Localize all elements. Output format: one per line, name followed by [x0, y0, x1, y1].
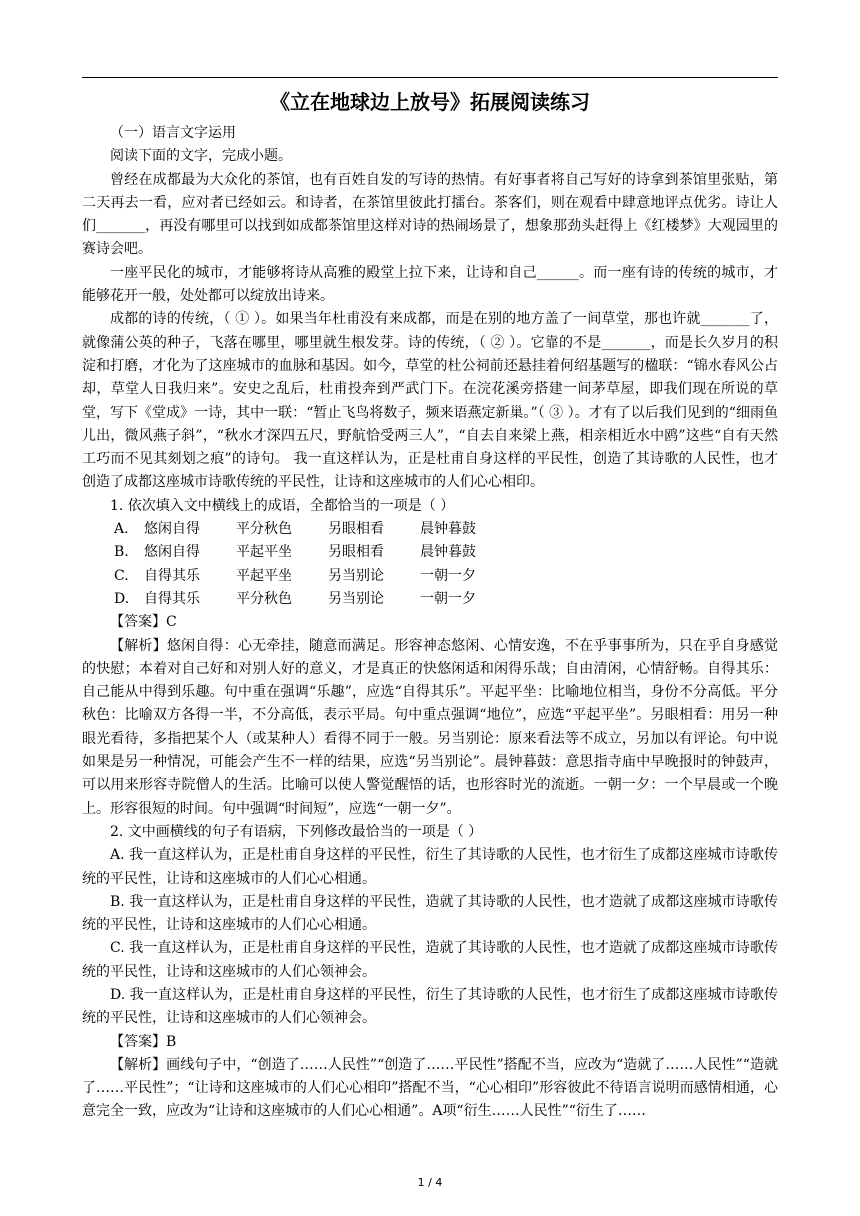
passage-paragraph: 成都的诗的传统，（ ① ）。如果当年杜甫没有来成都，而是在别的地方盖了一间草堂，那也许就_______了，就像蒲公英的种子，飞落在哪里，哪里就生根发芽。诗的传统，（ ② ）。它靠的不是_______，而是长久岁月的积淀和打磨，才化为了这座城市的血脉和基因。如今，草堂的杜公祠前还悬挂着何绍基题写的楹联：“锦水春风公占却，草堂人日我归来”。安史之乱后，杜甫投奔到严武门下。在浣花溪旁搭建一间茅草屋，即我们现在所说的草堂，写下《堂成》一诗，其中一联：“暂止飞鸟将数子，频来语燕定新巢。”（ ③ ）。才有了以后我们见到的“细雨鱼儿出，微风燕子斜”，“秋水才深四五尺，野航恰受两三人”，“自去自来梁上燕，相亲相近水中鸥”这些“自有天然工巧而不见其刻划之痕”的诗句。 我一直这样认为，正是杜甫自身这样的平民性，创造了其诗歌的人民性，也才创造了成都这座城市诗歌传统的平民性，让诗和这座城市的人们心心相印。 — [82, 311, 778, 491]
option-item: 一朝一夕 — [420, 567, 476, 584]
option-a — [82, 518, 778, 541]
option-c: C. 我一直这样认为，正是杜甫自身这样的平民性，造就了其诗歌的人民性，也才造就了成都这座城市诗歌传统的平民性，让诗和这座城市的人们心领神会。 — [82, 940, 778, 980]
option-item: 另眼相看 — [328, 544, 384, 561]
document-body — [82, 122, 778, 1124]
header-rule — [82, 77, 778, 78]
option-item: 平分秋色 — [236, 590, 292, 607]
question-2-answer: 【答案】B — [110, 1033, 177, 1050]
section-heading: （一）语言文字运用 — [110, 125, 236, 141]
option-item: 平起平坐 — [236, 567, 292, 584]
option-item: 晨钟暮鼓 — [420, 521, 476, 538]
option-letter: A. — [114, 521, 129, 538]
question-2-stem: 2. 文中画横线的句子有语病，下列修改最恰当的一项是（ ） — [110, 823, 483, 840]
option-letter: D. — [114, 590, 130, 607]
page-title: 《立在地球边上放号》拓展阅读练习 — [270, 90, 590, 114]
page-number: 1 / 4 — [417, 1176, 443, 1189]
option-a: A. 我一直这样认为，正是杜甫自身这样的平民性，衍生了其诗歌的人民性，也才衍生了成都这座城市诗歌传统的平民性，让诗和这座城市的人们心心相通。 — [82, 847, 778, 887]
question-1-answer: 【答案】C — [110, 614, 177, 631]
option-item: 平分秋色 — [236, 521, 292, 538]
option-item: 另当别论 — [328, 567, 384, 584]
option-item: 悠闲自得 — [144, 521, 200, 538]
question-2-analysis: 【解析】画线句子中，“创造了……人民性”“创造了……平民性”搭配不当，应改为“造就了……人民性”“造就了……平民性”；“让诗和这座城市的人们心心相印”搭配不当，“心心相印”形容彼此不待语言说明而感情相通，心意完全一致，应改为“让诗和这座城市的人们心心相通”。A项“衍生……人民性”“衍生了…… — [82, 1056, 778, 1120]
option-item: 平起平坐 — [236, 544, 292, 561]
option-d — [82, 588, 778, 611]
option-d: D. 我一直这样认为，正是杜甫自身这样的平民性，衍生了其诗歌的人民性，也才衍生了成都这座城市诗歌传统的平民性，让诗和这座城市的人们心领神会。 — [82, 986, 778, 1027]
instruction: 阅读下面的文字，完成小题。 — [110, 148, 292, 165]
option-b: B. 我一直这样认为，正是杜甫自身这样的平民性，造就了其诗歌的人民性，也才造就了成都这座城市诗歌传统的平民性，让诗和这座城市的人们心心相通。 — [82, 893, 778, 934]
passage-paragraph: 一座平民化的城市，才能够将诗从高雅的殿堂上拉下来，让诗和自己______。而一座有诗的传统的城市，才能够花开一般，处处都可以绽放出诗来。 — [82, 264, 778, 305]
option-letter: C. — [114, 567, 129, 584]
option-item: 另眼相看 — [328, 521, 384, 538]
question-1-stem: 1. 依次填入文中横线上的成语，全都恰当的一项是（ ） — [110, 497, 455, 514]
option-item: 自得其乐 — [144, 590, 200, 607]
option-c — [82, 565, 778, 588]
question-1-options — [82, 518, 778, 611]
passage-paragraph: 曾经在成都最为大众化的茶馆，也有百姓自发的写诗的热情。有好事者将自己写好的诗拿到茶馆里张贴，第二天再去一看，应对者已经如云。和诗者，在茶馆里彼此打擂台。茶客们，则在观看中肆意地评点优劣。诗让人们_______，再没有哪里可以找到如成都茶馆里这样对诗的热闹场景了，想象那劲头赶得上《红楼梦》大观园里的赛诗会吧。 — [82, 171, 778, 258]
option-b — [82, 541, 778, 564]
option-item: 另当别论 — [328, 590, 384, 607]
option-item: 一朝一夕 — [420, 590, 476, 607]
question-1-analysis: 【解析】悠闲自得：心无牵挂，随意而满足。形容神态悠闲、心情安逸，不在乎事事所为，只在乎自身感觉的快慰；本着对自己好和对别人好的意义，才是真正的快悠闲适和闲得乐哉；自由清闲，心情舒畅。自得其乐：自己能从中得到乐趣。句中重在强调“乐趣”，应选“自得其乐”。平起平坐：比喻地位相当，身份不分高低。平分秋色：比喻双方各得一半，不分高低，表示平局。句中重点强调“地位”，应选“平起平坐”。另眼相看：用另一种眼光看待，多指把某个人（或某种人）看得不同于一般。另当别论：原来看法等不成立，另加以有评论。句中说如果是另一种情况，可能会产生不一样的结果，应选“另当别论”。晨钟暮鼓：意思指寺庙中早晚报时的钟鼓声，可以用来形容寺院僧人的生活。比喻可以使人警觉醒悟的话，也形容时光的流逝。一朝一夕：一个早晨或一个晚上。形容很短的时间。句中强调“时间短”，应选“一朝一夕”。 — [82, 637, 778, 817]
option-item: 晨钟暮鼓 — [420, 544, 476, 561]
option-letter: B. — [114, 544, 129, 561]
option-item: 自得其乐 — [144, 567, 200, 584]
option-item: 悠闲自得 — [144, 544, 200, 561]
